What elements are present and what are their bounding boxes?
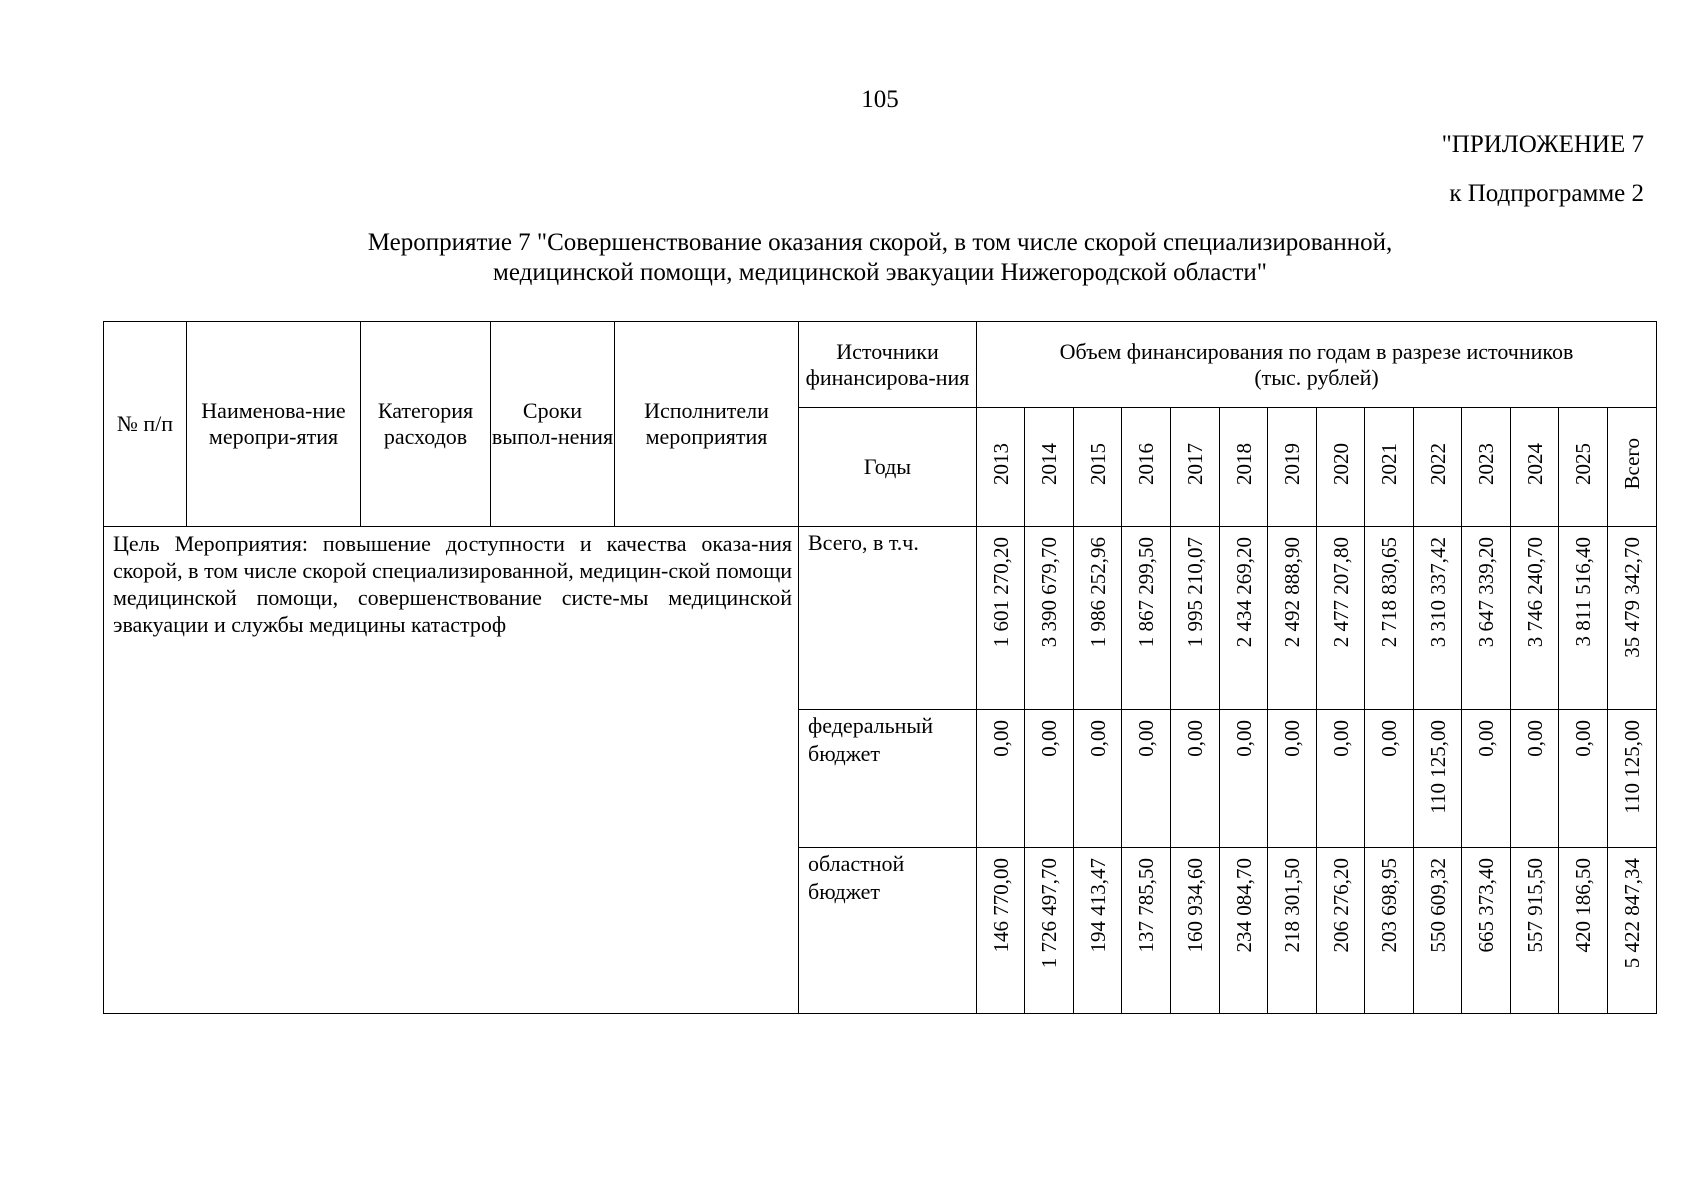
value-label: 203 698,95	[1377, 858, 1401, 953]
value-cell	[1365, 848, 1414, 1014]
header-terms: Сроки выпол-нения	[491, 322, 615, 527]
value-cell	[1462, 848, 1511, 1014]
header-year-label: 2014	[1037, 443, 1061, 485]
header-year	[1025, 408, 1074, 527]
header-years-label: Годы	[799, 408, 977, 527]
value-cell	[1365, 527, 1414, 710]
value-cell	[1511, 848, 1559, 1014]
value-cell	[1122, 710, 1171, 848]
value-label: 420 186,50	[1571, 858, 1595, 953]
header-sources: Источники финансирова-ния	[799, 322, 977, 408]
value-label: 1 995 210,07	[1183, 537, 1207, 648]
header-year	[1511, 408, 1559, 527]
value-label: 5 422 847,34	[1620, 858, 1645, 969]
value-label: 218 301,50	[1280, 858, 1304, 953]
value-label: 557 915,50	[1522, 858, 1547, 953]
value-cell	[1414, 710, 1462, 848]
value-label: 1 726 497,70	[1037, 858, 1061, 969]
value-label: 3 310 337,42	[1425, 537, 1450, 648]
value-cell	[1608, 527, 1657, 710]
value-cell	[977, 848, 1025, 1014]
value-label: 2 492 888,90	[1280, 537, 1304, 648]
value-cell	[1462, 710, 1511, 848]
header-year-label: 2020	[1328, 443, 1353, 485]
table-row	[104, 527, 1657, 710]
value-cell	[1559, 527, 1608, 710]
value-label: 2 477 207,80	[1328, 537, 1353, 648]
source-cell: Всего, в т.ч.	[799, 527, 977, 710]
value-label: 110 125,00	[1620, 720, 1645, 814]
value-cell	[1074, 527, 1122, 710]
value-label: 0,00	[988, 720, 1013, 757]
value-label: 160 934,60	[1183, 858, 1207, 953]
appendix-subtitle: к Подпрограмме 2	[1449, 180, 1644, 207]
header-year-label: 2015	[1085, 443, 1110, 485]
value-cell	[1268, 527, 1317, 710]
value-cell	[1171, 710, 1220, 848]
value-cell	[1365, 710, 1414, 848]
header-name: Наименова-ние меропри-ятия	[187, 322, 361, 527]
value-cell	[1559, 848, 1608, 1014]
header-year-label: 2016	[1134, 443, 1158, 485]
value-cell	[1414, 527, 1462, 710]
value-cell	[1122, 848, 1171, 1014]
value-cell	[977, 527, 1025, 710]
header-year	[1414, 408, 1462, 527]
header-year	[1608, 408, 1657, 527]
value-cell	[1317, 527, 1365, 710]
value-label: 0,00	[1134, 720, 1158, 757]
financing-table	[103, 321, 1657, 1014]
document-title-line1: Мероприятие 7 "Совершенствование оказания скорой, в том числе скорой специализированной,	[367, 229, 1393, 256]
value-cell	[1559, 710, 1608, 848]
header-year-label: 2023	[1474, 443, 1498, 485]
value-label: 3 811 516,40	[1571, 537, 1595, 647]
value-label: 35 479 342,70	[1620, 537, 1645, 658]
value-cell	[977, 710, 1025, 848]
header-num: № п/п	[104, 322, 187, 527]
value-label: 0,00	[1571, 720, 1595, 757]
header-year-label: 2022	[1425, 443, 1450, 485]
header-year	[1220, 408, 1268, 527]
header-year-label: 2013	[988, 443, 1013, 485]
document-title	[0, 228, 1697, 288]
value-cell	[1220, 710, 1268, 848]
value-label: 0,00	[1037, 720, 1061, 757]
value-cell	[1220, 848, 1268, 1014]
header-year-label: 2017	[1183, 443, 1207, 485]
value-label: 146 770,00	[988, 858, 1013, 953]
header-year	[1317, 408, 1365, 527]
value-cell	[1317, 848, 1365, 1014]
value-cell	[1171, 848, 1220, 1014]
value-cell	[1608, 848, 1657, 1014]
header-row-1	[104, 322, 1657, 408]
header-year	[1462, 408, 1511, 527]
value-label: 3 390 679,70	[1037, 537, 1061, 648]
header-year-label: 2019	[1280, 443, 1304, 485]
header-executors: Исполнители мероприятия	[615, 322, 799, 527]
value-label: 3 746 240,70	[1522, 537, 1547, 648]
value-label: 234 084,70	[1231, 858, 1256, 953]
appendix-header	[1442, 120, 1644, 218]
value-cell	[1171, 527, 1220, 710]
value-cell	[1511, 527, 1559, 710]
value-label: 0,00	[1474, 720, 1498, 757]
value-cell	[1511, 710, 1559, 848]
header-year-label: 2024	[1522, 443, 1547, 485]
header-year	[1365, 408, 1414, 527]
value-cell	[1025, 710, 1074, 848]
value-cell	[1317, 710, 1365, 848]
header-year-label: Всего	[1620, 438, 1645, 490]
header-year-label: 2018	[1231, 443, 1256, 485]
header-year	[977, 408, 1025, 527]
document-title-line2: медицинской помощи, медицинской эвакуации Нижегородской области"	[493, 259, 1267, 286]
value-label: 0,00	[1231, 720, 1256, 757]
value-label: 2 434 269,20	[1231, 537, 1256, 648]
value-label: 0,00	[1328, 720, 1353, 757]
value-label: 0,00	[1377, 720, 1401, 757]
header-category: Категория расходов	[361, 322, 491, 527]
source-cell: федеральный бюджет	[799, 710, 977, 848]
value-cell	[1122, 527, 1171, 710]
value-cell	[1025, 848, 1074, 1014]
value-label: 1 867 299,50	[1134, 537, 1158, 648]
value-label: 1 601 270,20	[988, 537, 1013, 648]
source-cell: областной бюджет	[799, 848, 977, 1014]
value-cell	[1220, 527, 1268, 710]
header-year	[1074, 408, 1122, 527]
value-cell	[1074, 848, 1122, 1014]
header-year-label: 2025	[1571, 443, 1595, 485]
value-cell	[1268, 710, 1317, 848]
value-label: 194 413,47	[1085, 858, 1110, 953]
value-label: 0,00	[1280, 720, 1304, 757]
value-cell	[1414, 848, 1462, 1014]
value-label: 1 986 252,96	[1085, 537, 1110, 648]
value-label: 137 785,50	[1134, 858, 1158, 953]
header-year	[1171, 408, 1220, 527]
value-cell	[1074, 710, 1122, 848]
value-cell	[1025, 527, 1074, 710]
value-label: 206 276,20	[1328, 858, 1353, 953]
value-label: 3 647 339,20	[1474, 537, 1498, 648]
header-year	[1268, 408, 1317, 527]
appendix-title: "ПРИЛОЖЕНИЕ 7	[1441, 131, 1644, 158]
header-year	[1122, 408, 1171, 527]
value-cell	[1608, 710, 1657, 848]
header-year	[1559, 408, 1608, 527]
value-label: 0,00	[1085, 720, 1110, 757]
page-number: 105	[861, 86, 899, 113]
value-label: 110 125,00	[1425, 720, 1450, 814]
value-cell	[1268, 848, 1317, 1014]
value-label: 2 718 830,65	[1377, 537, 1401, 648]
header-year-label: 2021	[1377, 443, 1401, 485]
value-cell	[1462, 527, 1511, 710]
header-volume: Объем финансирования по годам в разрезе источников (тыс. рублей)	[977, 322, 1657, 408]
value-label: 550 609,32	[1425, 858, 1450, 953]
value-label: 0,00	[1183, 720, 1207, 757]
goal-cell: Цель Мероприятия: повышение доступности и качества оказа-ния скорой, в том числе скорой специализированной, медицин-ской помощи медицинской помощи, совершенствование систе-мы медицинской эвакуации и службы медицины катастроф	[104, 527, 799, 1014]
value-label: 665 373,40	[1474, 858, 1498, 953]
value-label: 0,00	[1522, 720, 1547, 757]
